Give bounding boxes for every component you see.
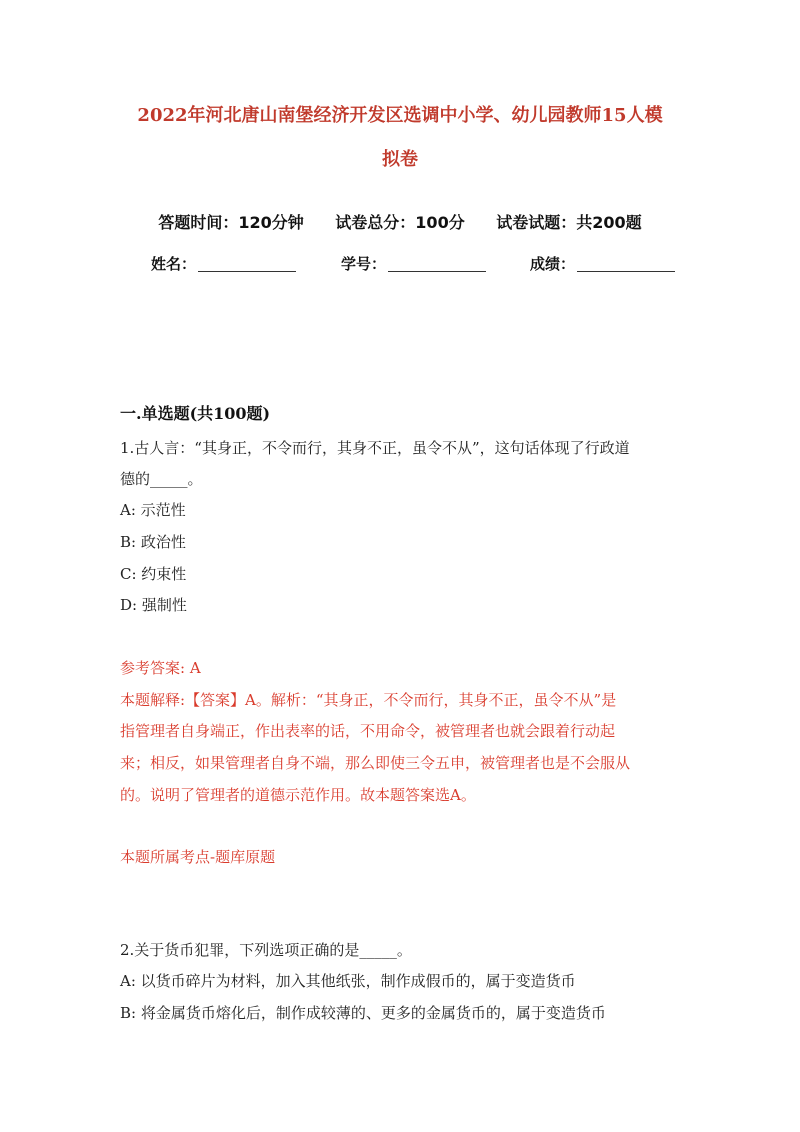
q1-explanation-line1: 本题解释:【答案】A。解析：“其身正，不令而行，其身不正，虽令不从”是 (120, 691, 617, 709)
q1-option-b: B: 政治性 (120, 533, 186, 551)
student-id-field (341, 253, 486, 274)
exam-title-line1: 2022年河北唐山南堡经济开发区选调中小学、幼儿园教师15人模 (137, 105, 663, 126)
exam-time: 答题时间：120分钟 (158, 213, 304, 232)
q1-source: 本题所属考点-题库原题 (120, 848, 276, 866)
section-heading: 一.单选题(共100题) (120, 404, 271, 423)
student-id-blank[interactable] (388, 257, 486, 272)
q1-answer: 参考答案: A (120, 659, 201, 677)
score-field (530, 253, 675, 274)
exam-total-score: 试卷总分：100分 (335, 213, 465, 232)
exam-title-line2: 拟卷 (382, 149, 418, 170)
q2-option-a: A: 以货币碎片为材料，加入其他纸张，制作成假币的，属于变造货币 (120, 972, 576, 990)
q1-option-c: C: 约束性 (120, 565, 187, 583)
q1-explanation-line3: 来；相反，如果管理者自身不端，那么即使三令五申，被管理者也是不会服从 (120, 754, 631, 772)
q1-explanation-line4: 的。说明了管理者的道德示范作用。故本题答案选A。 (120, 786, 476, 804)
q1-option-d: D: 强制性 (120, 596, 187, 614)
q2-stem: 2.关于货币犯罪，下列选项正确的是_____。 (120, 941, 412, 959)
q1-option-a: A: 示范性 (120, 501, 186, 519)
student-id-label: 学号： (341, 255, 387, 273)
name-field (151, 253, 296, 274)
name-blank[interactable] (198, 257, 296, 272)
exam-question-count: 试卷试题：共200题 (496, 213, 642, 232)
q1-explanation-line2: 指管理者自身端正，作出表率的话，不用命令，被管理者也就会跟着行动起 (120, 722, 616, 740)
q1-stem-line1: 1.古人言：“其身正，不令而行，其身不正，虽令不从”，这句话体现了行政道 (120, 439, 630, 457)
q2-option-b: B: 将金属货币熔化后，制作成较薄的、更多的金属货币的，属于变造货币 (120, 1004, 606, 1022)
name-label: 姓名： (151, 255, 197, 273)
q1-stem-line2: 德的_____。 (120, 470, 203, 488)
score-blank[interactable] (577, 257, 675, 272)
exam-meta (0, 210, 800, 233)
score-label: 成绩： (530, 255, 576, 273)
